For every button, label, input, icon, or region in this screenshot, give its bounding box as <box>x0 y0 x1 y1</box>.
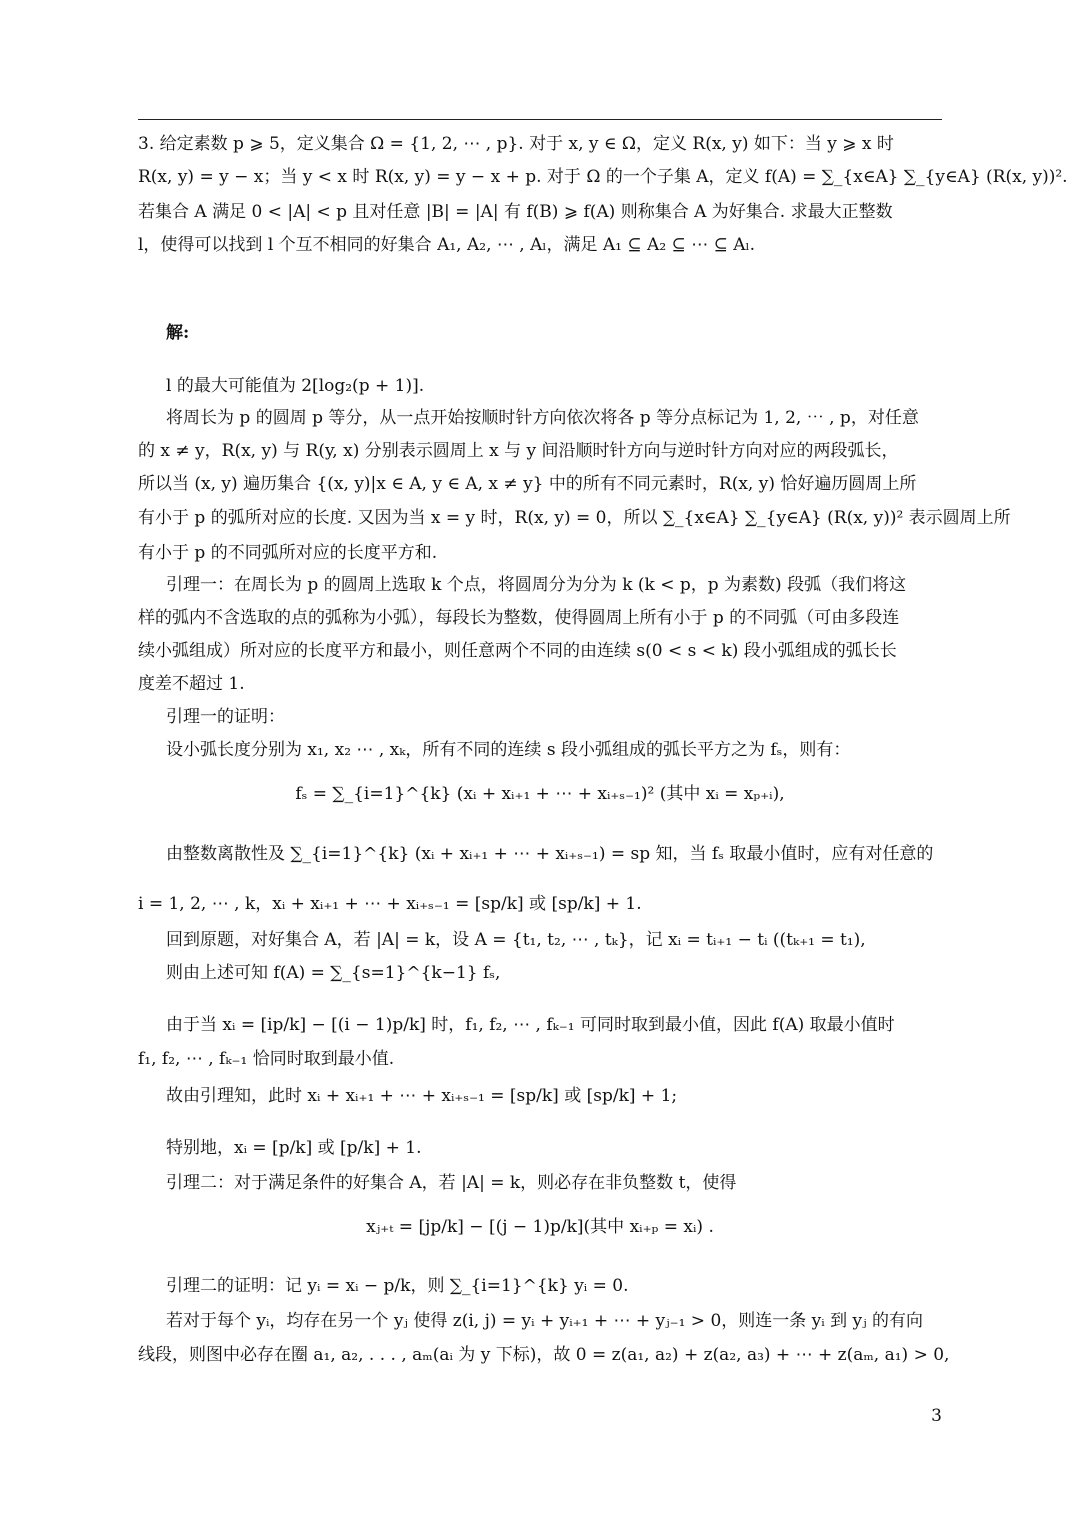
solution-heading: 解: <box>166 323 190 343</box>
page-number: 3 <box>931 1406 942 1426</box>
lemma2-proof: 引理二的证明：记 yᵢ = xᵢ − p/k，则 ∑_{i=1}^{k} yᵢ = 0. <box>166 1276 629 1296</box>
lemma1-line-3: 续小弧组成）所对应的长度平方和最小，则任意两个不同的由连续 s(0 < s < k) 段小弧组成的弧长长 <box>138 641 897 661</box>
formula-lemma2: xⱼ₊ₜ = [jp/k] − [(j − 1)p/k](其中 xᵢ₊ₚ = xᵢ) . <box>366 1217 714 1237</box>
lemma1-proof-setup: 设小弧长度分别为 x₁, x₂ ⋯ , xₖ，所有不同的连续 s 段小弧组成的弧长平方之为 fₛ，则有： <box>166 740 851 760</box>
answer-line: l 的最大可能值为 2[log₂(p + 1)]. <box>166 376 425 396</box>
lemma1-proof-heading: 引理一的证明： <box>166 707 285 727</box>
final-line-1: 若对于每个 yᵢ，均存在另一个 yⱼ 使得 z(i, j) = yᵢ + yᵢ₊₁ + ⋯ + yⱼ₋₁ > 0，则连一条 yᵢ 到 yⱼ 的有向 <box>166 1311 923 1331</box>
back-line-2: 则由上述可知 f(A) = ∑_{s=1}^{k−1} fₛ, <box>166 963 501 983</box>
setup-line-4: 有小于 p 的弧所对应的长度. 又因为当 x = y 时，R(x, y) = 0，所以 ∑_{x∈A} ∑_{y∈A} (R(x, y))² 表示圆周上所 <box>138 508 1011 528</box>
lemma1-line-1: 引理一：在周长为 p 的圆周上选取 k 个点，将圆周分为分为 k (k < p，p 为素数) 段弧（我们将这 <box>166 575 907 595</box>
problem-line-2: R(x, y) = y − x；当 y < x 时 R(x, y) = y − x + p. 对于 Ω 的一个子集 A，定义 f(A) = ∑_{x∈A} ∑_{y∈A} (R(x, y))². <box>138 167 1068 187</box>
setup-line-3: 所以当 (x, y) 遍历集合 {(x, y)|x ∈ A, y ∈ A, x ≠ y} 中的所有不同元素时，R(x, y) 恰好遍历圆周上所 <box>138 474 917 494</box>
problem-line-1: 3. 给定素数 p ⩾ 5，定义集合 Ω = {1, 2, ⋯ , p}. 对于 x, y ∈ Ω，定义 R(x, y) 如下：当 y ⩾ x 时 <box>138 134 894 154</box>
special-line: 特别地，xᵢ = [p/k] 或 [p/k] + 1. <box>166 1138 422 1158</box>
problem-line-4: l，使得可以找到 l 个互不相同的好集合 A₁, A₂, ⋯ , Aₗ，满足 A₁ ⊆ A₂ ⊆ ⋯ ⊆ Aₗ. <box>138 235 756 255</box>
hence-line: 故由引理知，此时 xᵢ + xᵢ₊₁ + ⋯ + xᵢ₊ₛ₋₁ = [sp/k] 或 [sp/k] + 1; <box>166 1086 678 1106</box>
header-rule <box>138 119 942 120</box>
lemma1-line-4: 度差不超过 1. <box>138 674 245 694</box>
lemma1-line-2: 样的弧内不含选取的点的弧称为小弧），每段长为整数，使得圆周上所有小于 p 的不同弧（可由多段连 <box>138 608 900 628</box>
problem-line-3: 若集合 A 满足 0 < |A| < p 且对任意 |B| = |A| 有 f(B) ⩾ f(A) 则称集合 A 为好集合. 求最大正整数 <box>138 202 893 222</box>
discreteness-line-2: i = 1, 2, ⋯ , k，xᵢ + xᵢ₊₁ + ⋯ + xᵢ₊ₛ₋₁ = [sp/k] 或 [sp/k] + 1. <box>138 894 642 914</box>
since-line-2: f₁, f₂, ⋯ , fₖ₋₁ 恰同时取到最小值. <box>138 1049 395 1069</box>
since-line-1: 由于当 xᵢ = [ip/k] − [(i − 1)p/k] 时，f₁, f₂, ⋯ , fₖ₋₁ 可同时取到最小值，因此 f(A) 取最小值时 <box>166 1015 895 1035</box>
final-line-2: 线段，则图中必存在圈 a₁, a₂, . . . , aₘ(aᵢ 为 y 下标)，故 0 = z(a₁, a₂) + z(a₂, a₃) + ⋯ + z(aₘ, a₁) > 0, <box>138 1345 950 1365</box>
lemma2-statement: 引理二：对于满足条件的好集合 A，若 |A| = k，则必存在非负整数 t，使得 <box>166 1173 737 1193</box>
setup-line-2: 的 x ≠ y，R(x, y) 与 R(y, x) 分别表示圆周上 x 与 y 间沿顺时针方向与逆时针方向对应的两段弧长， <box>138 441 899 461</box>
setup-line-5: 有小于 p 的不同弧所对应的长度平方和. <box>138 543 438 563</box>
formula-fs: fₛ = ∑_{i=1}^{k} (xᵢ + xᵢ₊₁ + ⋯ + xᵢ₊ₛ₋₁)² (其中 xᵢ = xₚ₊ᵢ), <box>295 784 785 804</box>
setup-line-1: 将周长为 p 的圆周 p 等分，从一点开始按顺时针方向依次将各 p 等分点标记为 1, 2, ⋯ , p，对任意 <box>166 408 919 428</box>
back-line-1: 回到原题，对好集合 A，若 |A| = k，设 A = {t₁, t₂, ⋯ , tₖ}，记 xᵢ = tᵢ₊₁ − tᵢ ((tₖ₊₁ = t₁), <box>166 930 866 950</box>
discreteness-line-1: 由整数离散性及 ∑_{i=1}^{k} (xᵢ + xᵢ₊₁ + ⋯ + xᵢ₊ₛ₋₁) = sp 知，当 fₛ 取最小值时，应有对任意的 <box>166 844 934 864</box>
